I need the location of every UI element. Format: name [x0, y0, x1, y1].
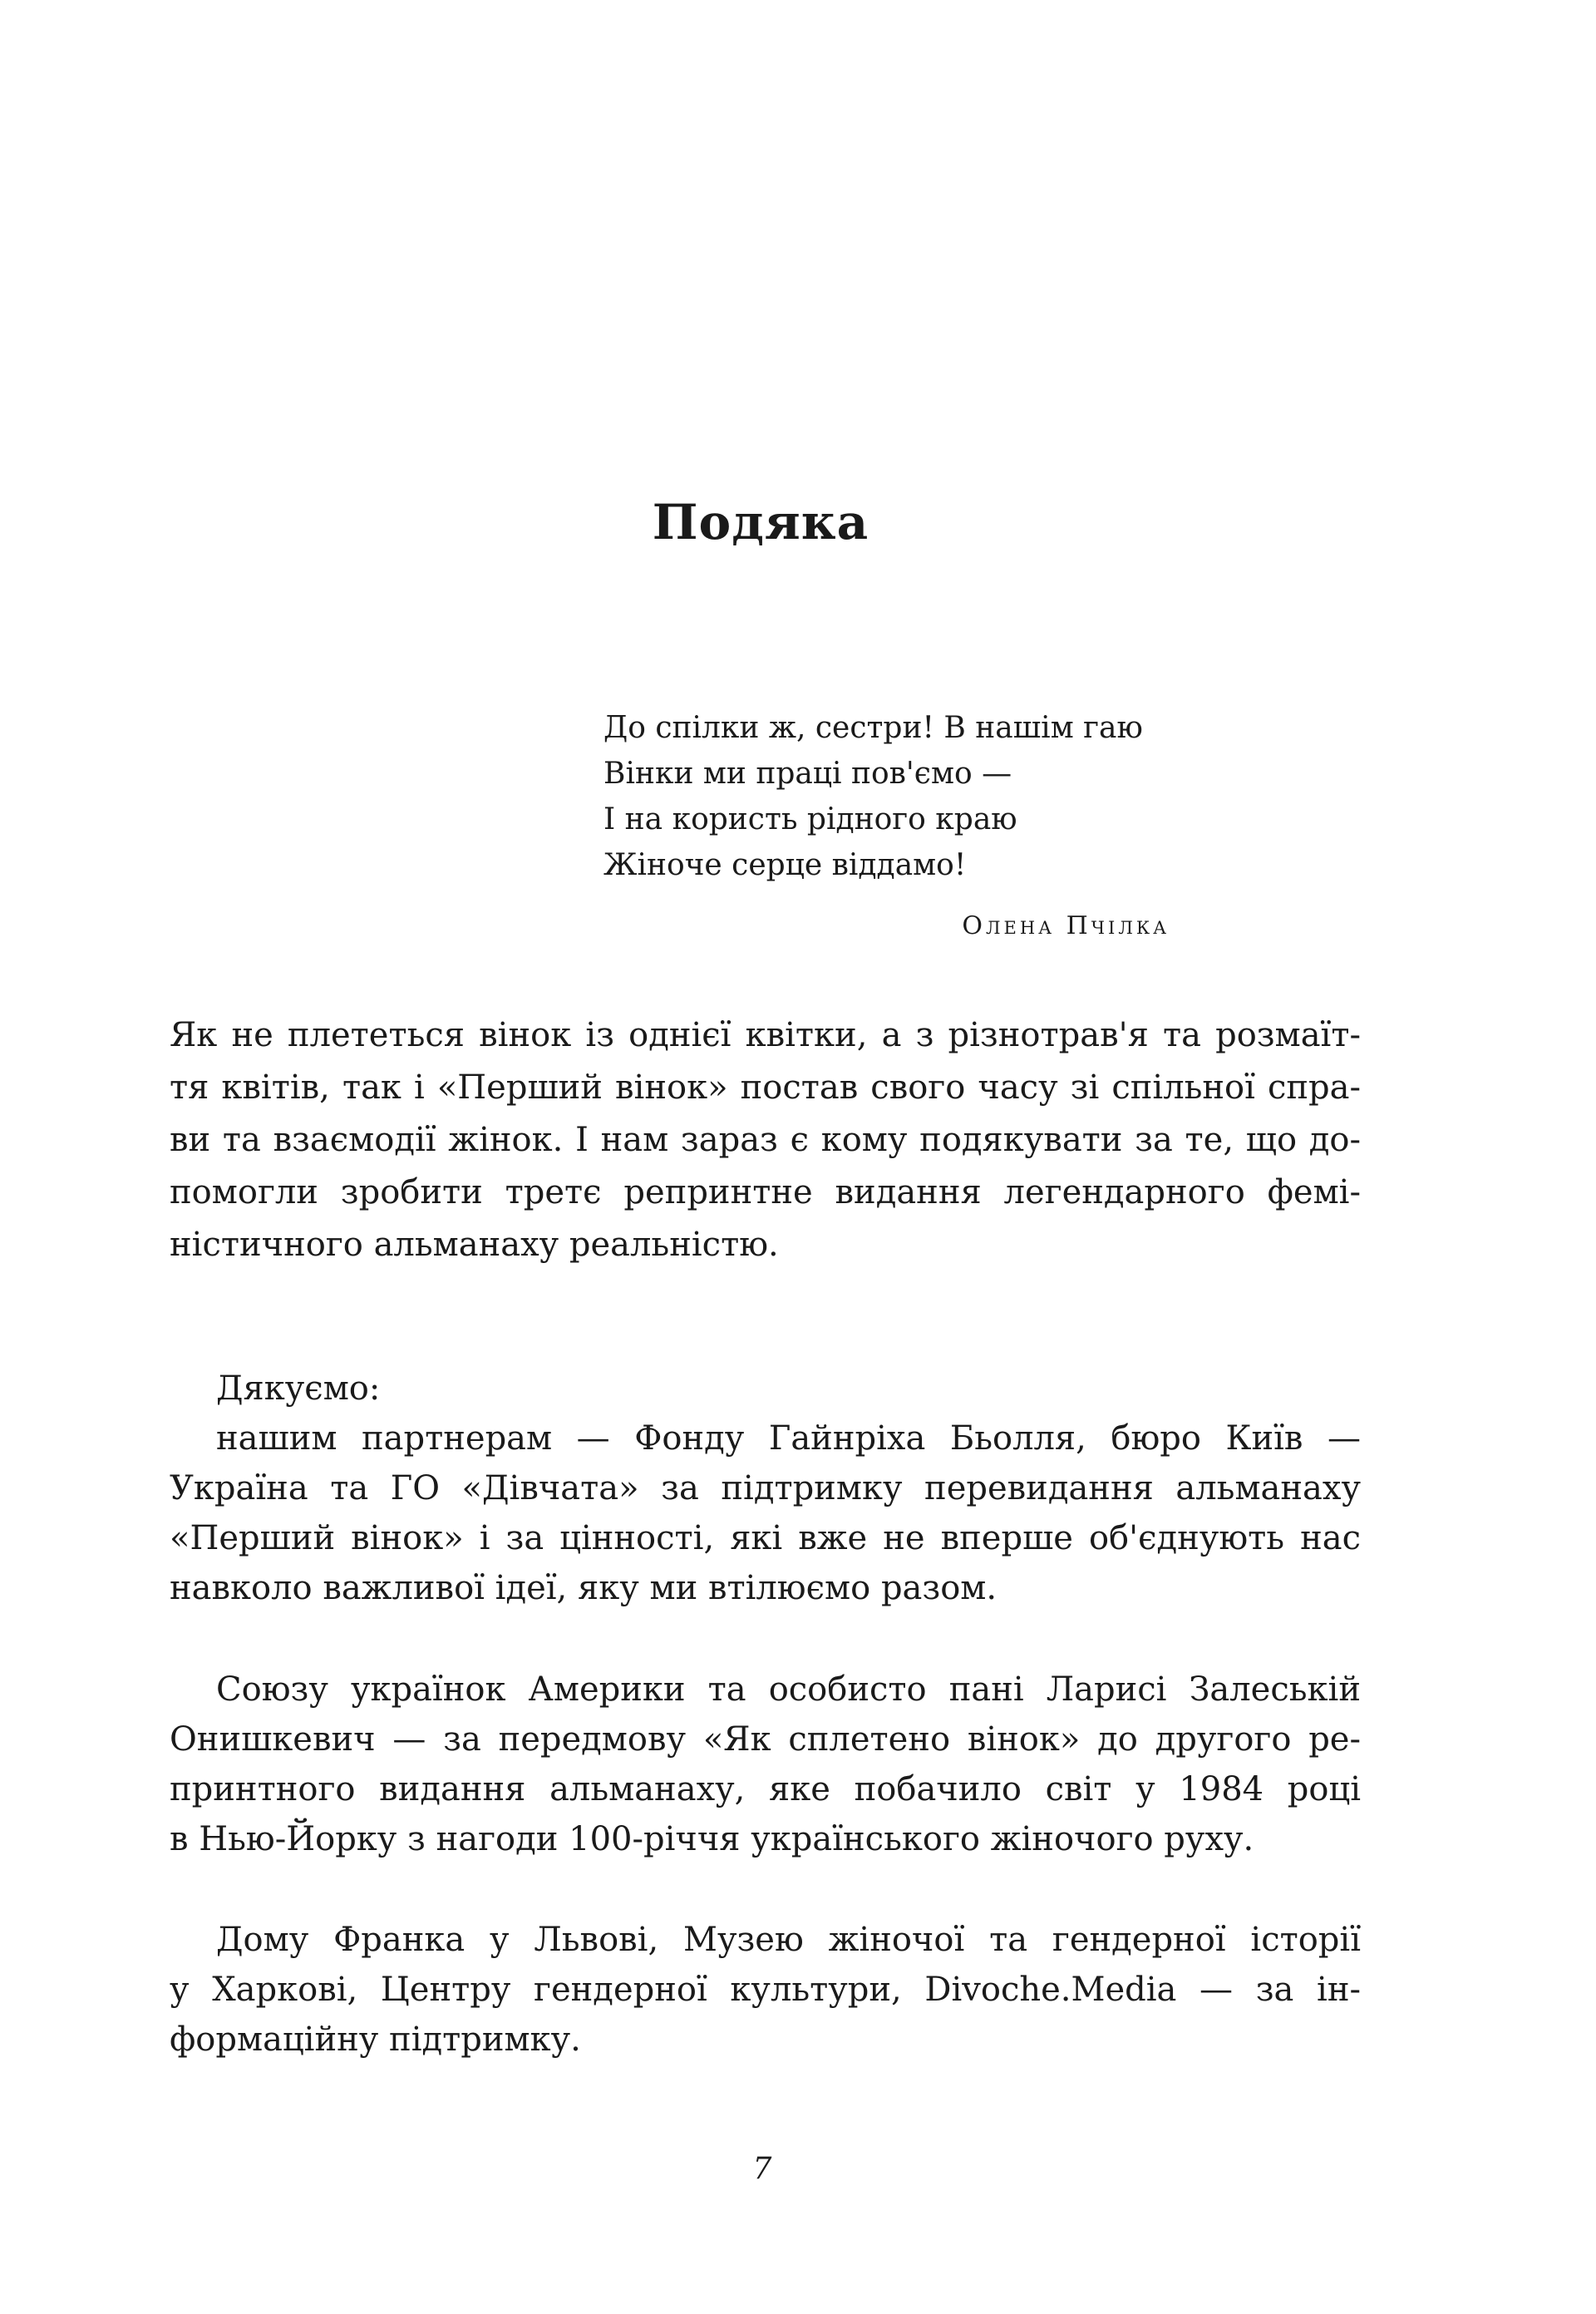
poem-line: Вінки ми праці пов'ємо — — [603, 757, 1012, 791]
text-line: Союзу українок Америки та особисто пані Ларисі Залеській — [216, 1670, 1361, 1709]
thanks-media-paragraph — [170, 1915, 1361, 2065]
text-line: тя квітів, так і «Перший вінок» постав свого часу зі спільної спра- — [170, 1068, 1361, 1107]
poem-line: І на користь рідного краю — [603, 802, 1017, 836]
text-line: нашим партнерам — Фонду Гайнріха Бьолля, бюро Київ — — [216, 1419, 1361, 1458]
thanks-heading: Дякуємо: — [216, 1369, 381, 1408]
text-line: «Перший вінок» і за цінності, які вже не вперше об'єднують нас — [170, 1519, 1361, 1557]
page-title: Подяка — [652, 493, 869, 550]
epigraph-author: Олена Пчілка — [962, 911, 1170, 940]
text-line: в Нью-Йорку з нагоди 100-річчя українського жіночого руху. — [170, 1820, 1254, 1858]
text-line: ви та взаємодії жінок. І нам зараз є кому подякувати за те, що до- — [170, 1121, 1361, 1159]
text-line: навколо важливої ідеї, яку ми втілюємо разом. — [170, 1569, 998, 1607]
text-line: Дому Франка у Львові, Музею жіночої та гендерної історії — [216, 1921, 1361, 1959]
thanks-partners-paragraph — [170, 1364, 1361, 1613]
intro-paragraph — [170, 1009, 1361, 1271]
text-line: помогли зробити третє репринтне видання легендарного фемі- — [170, 1173, 1361, 1211]
poem-line: Жіноче серце віддамо! — [603, 848, 967, 882]
page-number: 7 — [752, 2152, 772, 2186]
text-line: принтного видання альманаху, яке побачило світ у 1984 році — [170, 1770, 1361, 1808]
text-line: Україна та ГО «Дівчата» за підтримку перевидання альманаху — [170, 1469, 1361, 1507]
poem-line: До спілки ж, сестри! В нашім гаю — [603, 711, 1143, 745]
thanks-union-paragraph — [170, 1665, 1361, 1864]
text-line: ністичного альманаху реальністю. — [170, 1226, 779, 1264]
text-line: Онишкевич — за передмову «Як сплетено вінок» до другого ре- — [170, 1720, 1361, 1759]
epigraph-poem — [603, 705, 1143, 888]
text-line: у Харкові, Центру гендерної культури, Divoche.Media — за ін- — [170, 1971, 1361, 2009]
text-line: Як не плететься вінок із однієї квітки, а з різнотрав'я та розмаїт- — [170, 1016, 1361, 1054]
text-line: формаційну підтримку. — [170, 2020, 581, 2059]
